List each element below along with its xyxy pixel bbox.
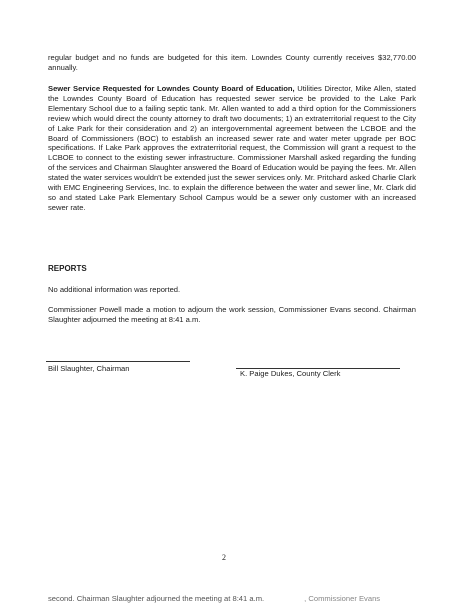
- page-number: 2: [222, 553, 226, 562]
- bleed-through-left: second. Chairman Slaughter adjourned the meeting at 8:41 a.m.: [48, 594, 265, 603]
- clerk-signature-name: K. Paige Dukes, County Clerk: [240, 369, 341, 378]
- next-page-bleed-through: [48, 594, 428, 603]
- sewer-service-body: Utilities Director, Mike Allen, stated the Lowndes County Board of Education has requested sewer service be provided to the Lake Park Elementary School due to a failing septic tank. Mr. Allen wanted to add a third option for the Commissioners review which would direct the county attorney to draft two documents; 1) an extraterritorial request to the City of Lake Park for their consideration and 2) an intergovernmental agreement between the LCBOE and the Board of Commissioners (BOC) to establish an increased sewer rate and water meter upgrade per BOC specifications. If Lake Park approves the extraterritorial request, the Commission will grant a request to the LCBOE to connect to the existing sewer infrastructure. Commissioner Marshall asked regarding the funding of the services and Chairman Slaughter answered the Board of Education would be paying the fees. Mr. Allen stated the water services wouldn't be extended just the sewer services only. Mr. Pritchard asked Charlie Clark with EMC Engineering Services, Inc. to explain the difference between the water and sewer line, Mr. Clark did so and stated Lake Park Elementary School Campus would be a sewer only customer with an increased sewer rate.: [48, 84, 416, 212]
- chairman-signature-line: [46, 361, 190, 362]
- chairman-signature-name: Bill Slaughter, Chairman: [48, 364, 130, 373]
- bleed-through-right: , Commissioner Evans: [304, 594, 381, 603]
- sewer-service-paragraph: [48, 84, 416, 213]
- reports-text: No additional information was reported.: [48, 285, 181, 294]
- reports-heading: REPORTS: [48, 264, 87, 273]
- sewer-service-title: Sewer Service Requested for Lowndes County Board of Education,: [48, 84, 295, 93]
- adjourn-paragraph: Commissioner Powell made a motion to adjourn the work session, Commissioner Evans second. Chairman Slaughter adjourned the meeting at 8:41 a.m.: [48, 305, 416, 324]
- budget-paragraph: regular budget and no funds are budgeted for this item. Lowndes County currently receives $32,770.00 annually.: [48, 53, 416, 72]
